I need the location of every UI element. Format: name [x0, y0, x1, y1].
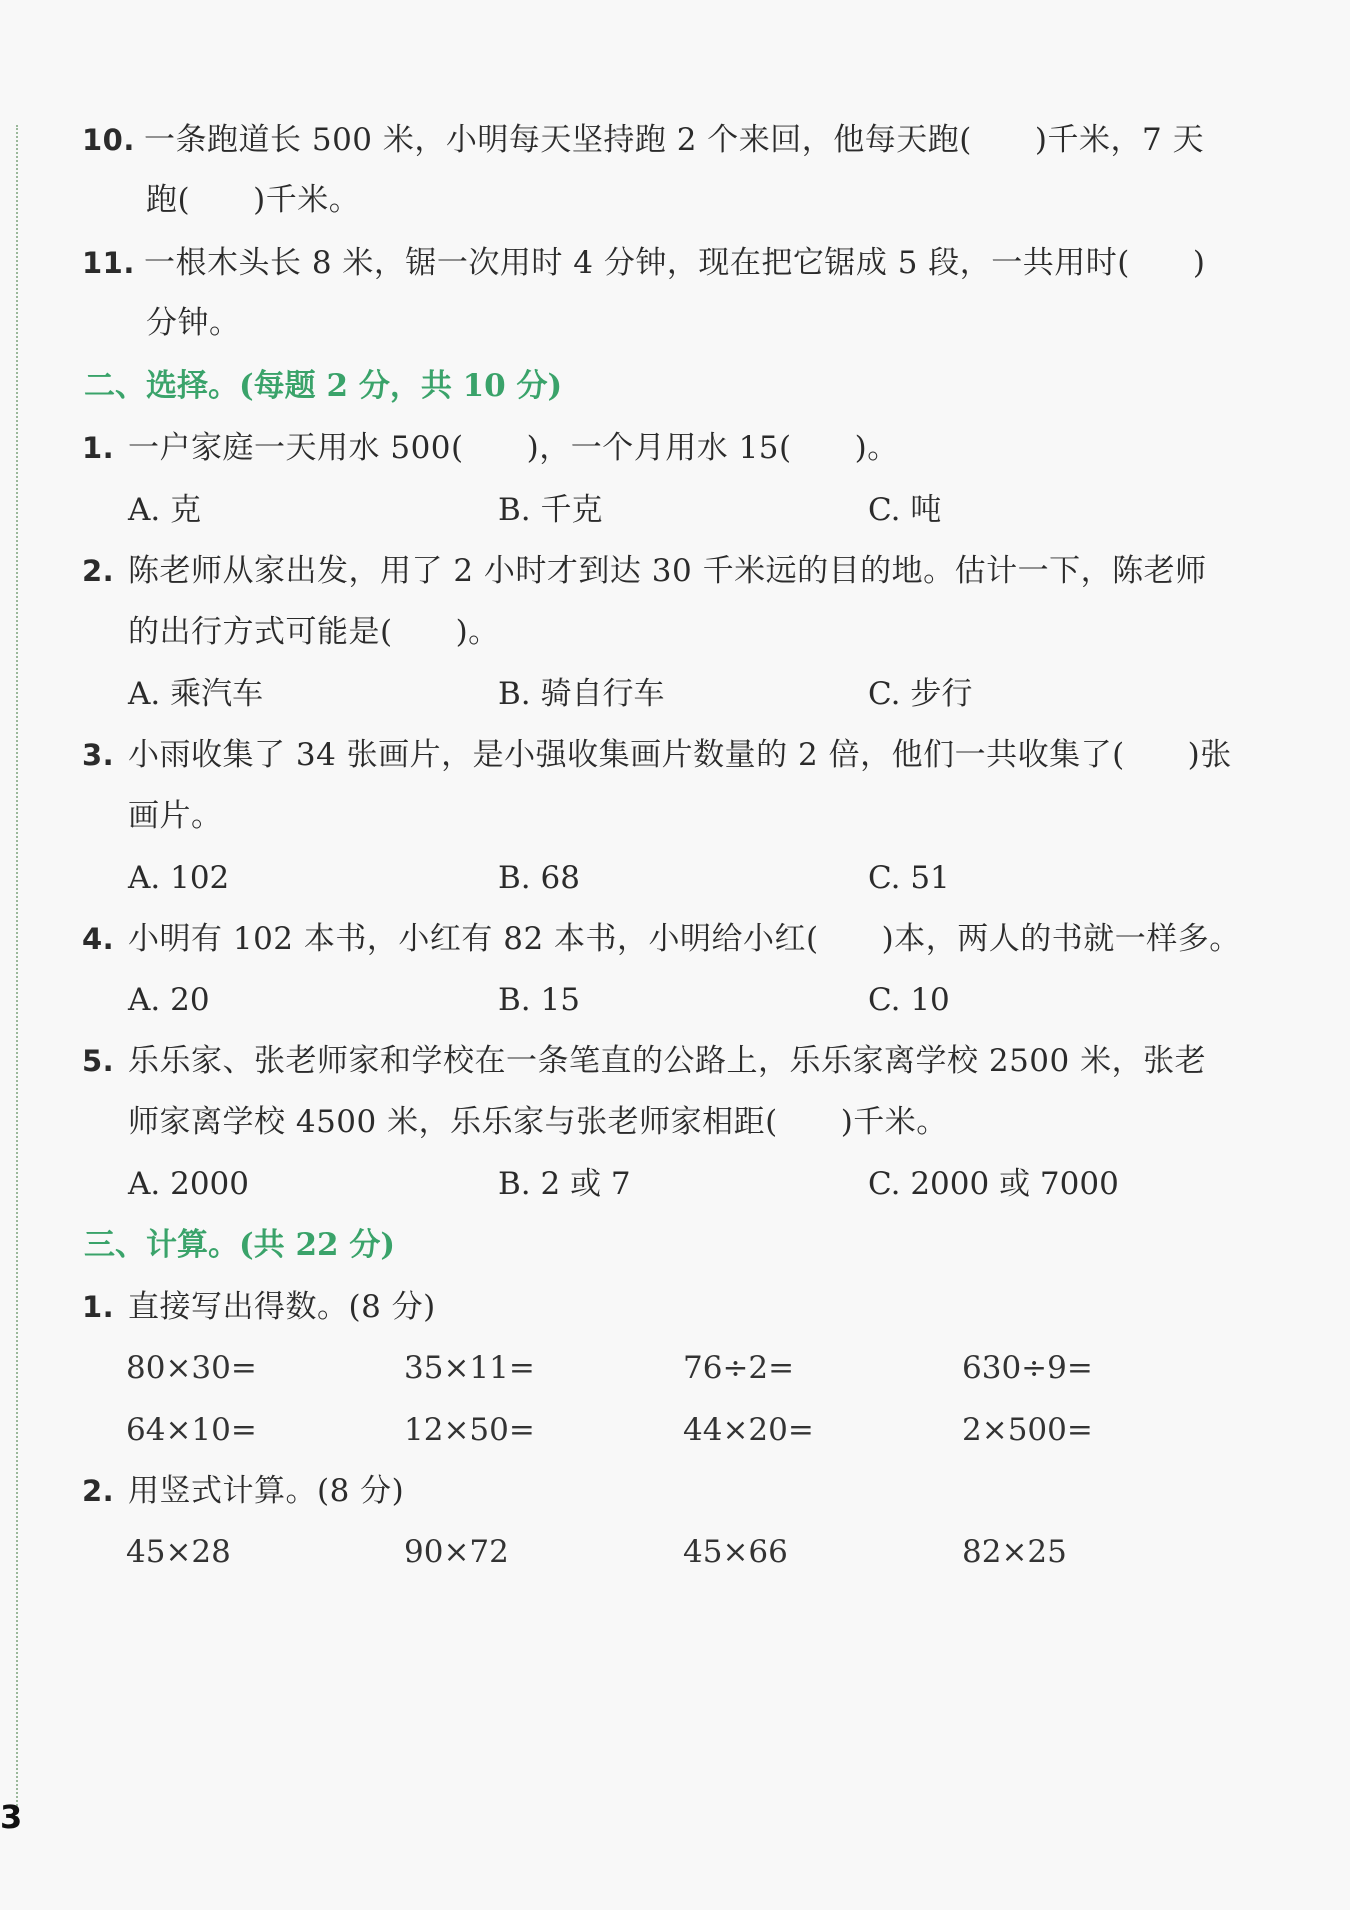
- question-text: 乐乐家、张老师家和学校在一条笔直的公路上，乐乐家离学校 2500 米，张老: [128, 1043, 1207, 1079]
- choice-option-b[interactable]: B. 68: [498, 860, 580, 896]
- question-text: 用竖式计算。(8 分): [128, 1473, 405, 1509]
- choice-option-a[interactable]: A. 克: [128, 492, 202, 528]
- question-number: 2.: [82, 554, 115, 588]
- calc-item: 2×500=: [962, 1412, 1093, 1448]
- choice-option-a[interactable]: A. 2000: [128, 1166, 249, 1202]
- question-11-line-2: 分钟。: [146, 305, 241, 341]
- choice-option-c[interactable]: C. 步行: [868, 676, 973, 712]
- choice-option-b[interactable]: B. 千克: [498, 492, 603, 528]
- choice-option-c[interactable]: C. 10: [868, 982, 950, 1018]
- question-text: 一户家庭一天用水 500( )，一个月用水 15( )。: [128, 430, 899, 466]
- question-text: 一条跑道长 500 米，小明每天坚持跑 2 个来回，他每天跑( )千米，7 天: [144, 122, 1205, 158]
- question-number: 1.: [82, 431, 115, 465]
- question-number: 2.: [82, 1474, 115, 1508]
- page-number: 3: [0, 1798, 23, 1836]
- binding-margin-line: [16, 125, 18, 1825]
- section-3-title: 三、计算。(共 22 分): [84, 1227, 396, 1263]
- choice-question-2: [82, 551, 1207, 591]
- calc-item: 630÷9=: [962, 1350, 1093, 1386]
- calc-item: 80×30=: [126, 1350, 257, 1386]
- question-text: 小雨收集了 34 张画片，是小强收集画片数量的 2 倍，他们一共收集了( )张: [128, 737, 1232, 773]
- choice-option-a[interactable]: A. 102: [128, 860, 230, 896]
- question-11-line-1: [82, 243, 1205, 283]
- question-number: 4.: [82, 922, 115, 956]
- choice-question-3-line-2: 画片。: [128, 798, 223, 834]
- question-number: 10.: [82, 123, 135, 157]
- question-number: 3.: [82, 738, 115, 772]
- question-10-line-2: 跑( )千米。: [146, 182, 361, 218]
- question-text: 一根木头长 8 米，锯一次用时 4 分钟，现在把它锯成 5 段，一共用时( ): [144, 245, 1206, 281]
- choice-option-c[interactable]: C. 吨: [868, 492, 942, 528]
- choice-option-a[interactable]: A. 乘汽车: [128, 676, 264, 712]
- question-10-line-1: [82, 120, 1204, 160]
- choice-option-b[interactable]: B. 15: [498, 982, 580, 1018]
- choice-option-b[interactable]: B. 2 或 7: [498, 1166, 631, 1202]
- calc-item: 45×66: [683, 1534, 788, 1570]
- section-2-title: 二、选择。(每题 2 分，共 10 分): [84, 368, 563, 404]
- choice-question-2-line-2: 的出行方式可能是( )。: [128, 614, 500, 650]
- calc-question-1: [82, 1287, 436, 1327]
- choice-question-5-line-2: 师家离学校 4500 米，乐乐家与张老师家相距( )千米。: [128, 1104, 948, 1140]
- calc-item: 82×25: [962, 1534, 1067, 1570]
- calc-item: 12×50=: [404, 1412, 535, 1448]
- question-number: 5.: [82, 1044, 115, 1078]
- calc-item: 45×28: [126, 1534, 231, 1570]
- choice-question-5: [82, 1041, 1206, 1081]
- calc-item: 44×20=: [683, 1412, 814, 1448]
- question-number: 1.: [82, 1290, 115, 1324]
- question-number: 11.: [82, 246, 135, 280]
- choice-option-c[interactable]: C. 51: [868, 860, 950, 896]
- calc-item: 35×11=: [404, 1350, 535, 1386]
- question-text: 小明有 102 本书，小红有 82 本书，小明给小红( )本，两人的书就一样多。: [128, 921, 1241, 957]
- calc-item: 64×10=: [126, 1412, 257, 1448]
- question-text: 陈老师从家出发，用了 2 小时才到达 30 千米远的目的地。估计一下，陈老师: [128, 553, 1207, 589]
- question-text: 直接写出得数。(8 分): [128, 1289, 436, 1325]
- choice-question-1: [82, 428, 899, 468]
- choice-option-a[interactable]: A. 20: [128, 982, 210, 1018]
- calc-question-2: [82, 1471, 404, 1511]
- calc-item: 90×72: [404, 1534, 509, 1570]
- choice-question-3: [82, 735, 1232, 775]
- choice-option-b[interactable]: B. 骑自行车: [498, 676, 665, 712]
- calc-item: 76÷2=: [683, 1350, 795, 1386]
- choice-option-c[interactable]: C. 2000 或 7000: [868, 1166, 1119, 1202]
- choice-question-4: [82, 919, 1241, 959]
